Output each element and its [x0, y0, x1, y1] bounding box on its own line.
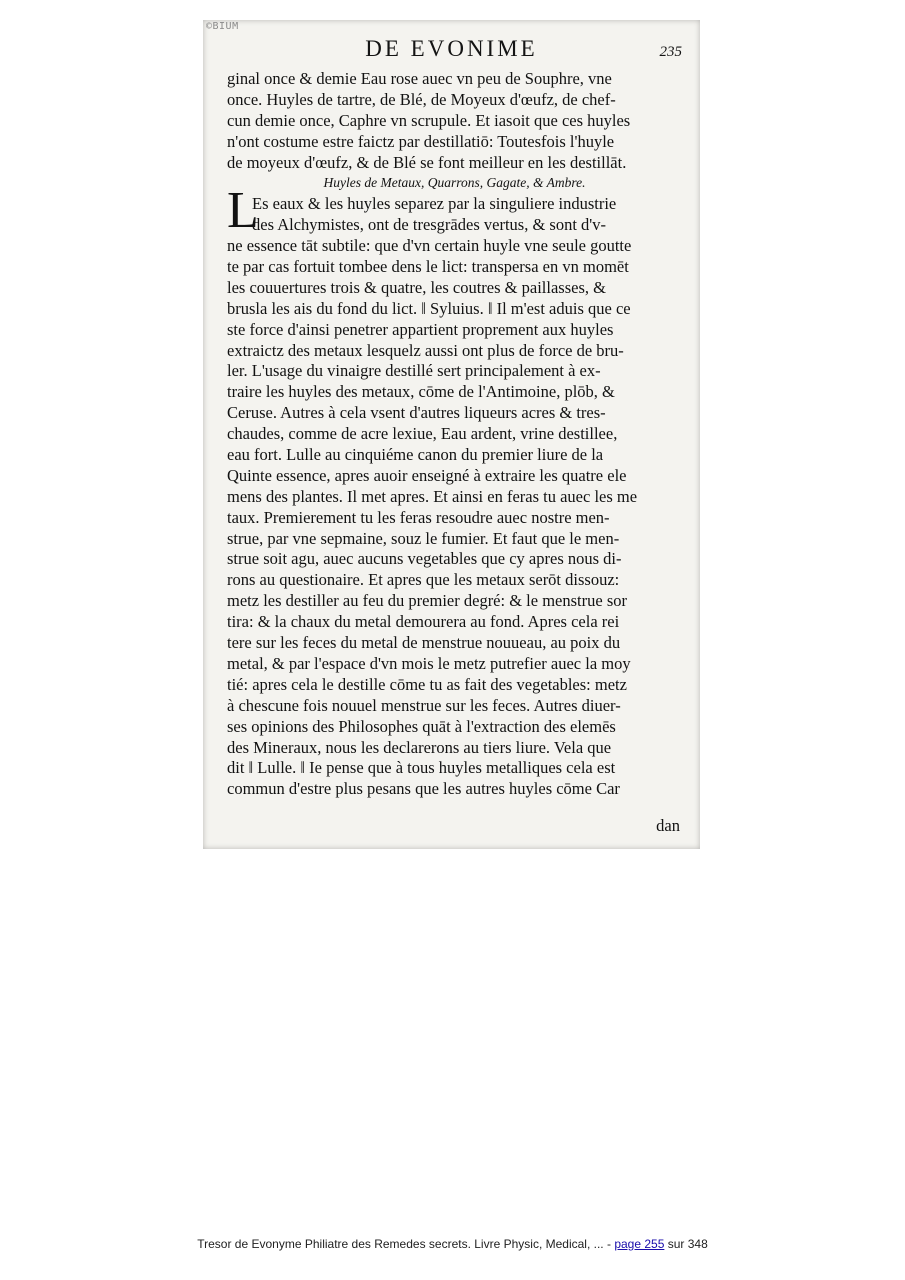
- text-line: à chescune fois nouuel menstrue sur les feces. Autres diuer-: [227, 695, 621, 715]
- text-line: de moyeux d'œufz, & de Blé se font meilleur en les destillāt.: [227, 152, 627, 172]
- text-line: once. Huyles de tartre, de Blé, de Moyeux d'œufz, de chef-: [227, 89, 616, 109]
- text-line: metal, & par l'espace d'vn mois le metz putrefier auec la moy: [227, 653, 631, 673]
- folio-number: 235: [659, 44, 682, 60]
- page-total: sur 348: [667, 1237, 708, 1251]
- text-line: n'ont costume estre faictz par destillatiō: Toutesfois l'huyle: [227, 131, 615, 151]
- text-line: ler. L'usage du vinaigre destillé sert principalement à ex-: [227, 361, 601, 381]
- text-line: tira: & la chaux du metal demourera au fond. Apres cela rei: [227, 612, 620, 632]
- text-line: Ceruse. Autres à cela vsent d'autres liqueurs acres & tres-: [227, 403, 606, 423]
- text-line: ste force d'ainsi penetrer appartient proprement aux huyles: [227, 319, 614, 339]
- page-link[interactable]: page 255: [614, 1237, 665, 1251]
- text-line: brusla les ais du fond du lict. ‖ Syluius. ‖ Il m'est aduis que ce: [227, 298, 631, 318]
- text-line: strue soit agu, auec aucuns vegetables que cy apres nous di-: [227, 549, 622, 569]
- text-line: ses opinions des Philosophes quāt à l'extraction des elemēs: [227, 716, 616, 736]
- text-line: chaudes, comme de acre lexiue, Eau ardent, vrine destillee,: [227, 424, 618, 444]
- text-line: tié: apres cela le destille cōme tu as fait des vegetables: metz: [227, 674, 627, 694]
- text-line: eau fort. Lulle au cinquiéme canon du premier liure de la: [227, 445, 604, 465]
- watermark: ©BIUM: [206, 21, 239, 32]
- body-text: [227, 69, 682, 800]
- text-line: cun demie once, Caphre vn scrupule. Et iasoit que ces huyles: [227, 110, 631, 130]
- text-line: commun d'estre plus pesans que les autres huyles cōme Car: [227, 779, 620, 799]
- text-line: ginal once & demie Eau rose auec vn peu de Souphre, vne: [227, 69, 612, 88]
- text-line: rons au questionaire. Et apres que les metaux serōt dissouz:: [227, 570, 620, 590]
- drop-cap: L: [227, 182, 259, 239]
- text-line: les couuertures trois & quatre, les coutres & paillasses, &: [227, 277, 606, 297]
- text-line: metz les destiller au feu du premier degré: & le menstrue sor: [227, 591, 627, 611]
- page-footer: [0, 1237, 905, 1251]
- running-head: DE EVONIME: [365, 36, 538, 61]
- text-line: mens des plantes. Il met apres. Et ainsi en feras tu auec les me: [227, 486, 638, 506]
- text-line: dit ‖ Lulle. ‖ Ie pense que à tous huyles metalliques cela est: [227, 758, 616, 778]
- text-line: des Mineraux, nous les declarerons au tiers liure. Vela que: [227, 737, 612, 757]
- text-line: ne essence tāt subtile: que d'vn certain huyle vne seule goutte: [227, 236, 632, 256]
- text-line: Quinte essence, apres auoir enseigné à extraire les quatre ele: [227, 465, 627, 485]
- text-line: traire les huyles des metaux, cōme de l'Antimoine, plōb, &: [227, 382, 615, 402]
- text-line: extraictz des metaux lesquelz aussi ont plus de force de bru-: [227, 340, 624, 360]
- document-title: Tresor de Evonyme Philiatre des Remedes secrets. Livre Physic, Medical, ... -: [197, 1237, 611, 1251]
- text-line: taux. Premierement tu les feras resoudre auec nostre men-: [227, 507, 610, 527]
- page-scan: [203, 20, 700, 849]
- text-line: te par cas fortuit tombee dens le lict: transpersa en vn momēt: [227, 257, 629, 277]
- section-heading: Huyles de Metaux, Quarrons, Gagate, & Ambre.: [323, 175, 586, 191]
- text-line: des Alchymistes, ont de tresgrādes vertus, & sont d'v-: [252, 215, 607, 235]
- text-line: tere sur les feces du metal de menstrue nouueau, au poix du: [227, 633, 621, 653]
- catchword: dan: [656, 816, 680, 835]
- text-line: Es eaux & les huyles separez par la singuliere industrie: [252, 194, 617, 214]
- text-line: strue, par vne sepmaine, souz le fumier. Et faut que le men-: [227, 528, 620, 548]
